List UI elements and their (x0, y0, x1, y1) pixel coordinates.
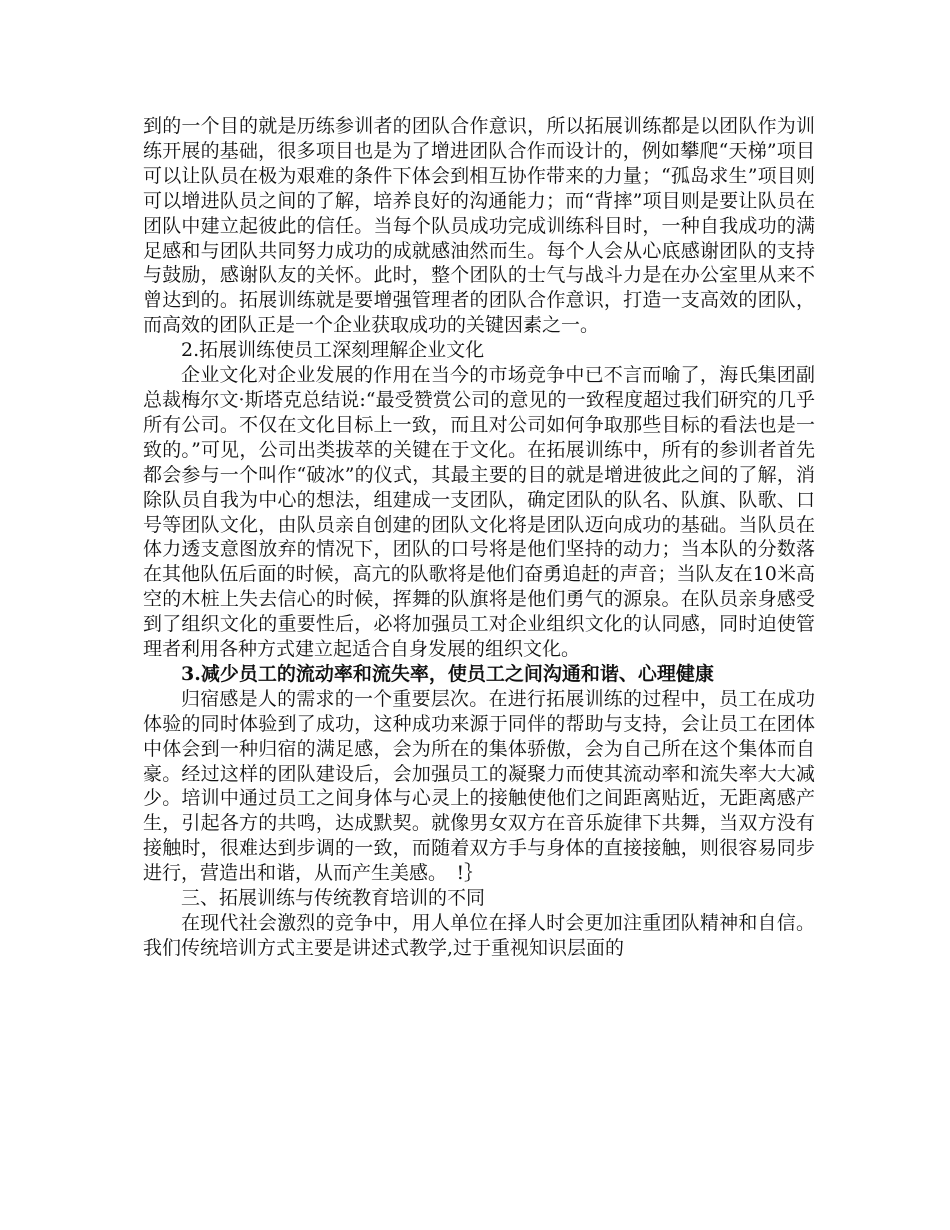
paragraph-team-cooperation: 到的一个目的就是历练参训者的团队合作意识，所以拓展训练都是以团队作为训练开展的基础，很多项目也是为了增进团队合作而设计的，例如攀爬“天梯”项目可以让队员在极为艰难的条件下体会到相互协作带来的力量；“孤岛求生”项目则可以增进队员之间的了解，培养良好的沟通能力；而“背摔”项目则是要让队员在团队中建立起彼此的信任。当每个队员成功完成训练科目时，一种自我成功的满足感和与团队共同努力成功的成就感油然而生。每个人会从心底感谢团队的支持与鼓励，感谢队友的关怀。此时，整个团队的士气与战斗力是在办公室里从来不曾达到的。拓展训练就是要增强管理者的团队合作意识，打造一支高效的团队，而高效的团队正是一个企业获取成功的关键因素之一。 (143, 115, 815, 337)
paragraph-corporate-culture: 企业文化对企业发展的作用在当今的市场竞争中已不言而喻了，海氏集团副总裁梅尔文·斯塔克总结说:“最受赞赏公司的意见的一致程度超过我们研究的几乎所有公司。不仅在文化目标上一致，而且对公司如何争取那些目标的看法也是一致的。”可见，公司出类拔萃的关键在于文化。在拓展训练中，所有的参训者首先都会参与一个叫作“破冰”的仪式，其最主要的目的就是增进彼此之间的了解，消除队员自我为中心的想法，组建成一支团队，确定团队的队名、队旗、队歌、口号等团队文化，由队员亲自创建的团队文化将是团队迈向成功的基础。当队员在体力透支意图放弃的情况下，团队的口号将是他们坚持的动力；当本队的分数落在其他队伍后面的时候，高亢的队歌将是他们奋勇追赶的声音；当队友在10米高空的木桩上失去信心的时候，挥舞的队旗将是他们勇气的源泉。在队员亲身感受到了组织文化的重要性后，必将加强员工对企业组织文化的认同感，同时迫使管理者利用各种方式建立起适合自身发展的组织文化。 (143, 364, 815, 661)
heading-reduce-turnover: 3.减少员工的流动率和流失率，使员工之间沟通和谐、心理健康 (181, 662, 714, 685)
paragraph-belonging: 归宿感是人的需求的一个重要层次。在进行拓展训练的过程中，员工在成功体验的同时体验到了成功，这种成功来源于同伴的帮助与支持，会让员工在团体中体会到一种归宿的满足感，会为所在的集体骄傲，会为自己所在这个集体而自豪。经过这样的团队建设后，会加强员工的凝聚力而使其流动率和流失率大大减少。培训中通过员工之间身体与心灵上的接触使他们之间距离贴近，无距离感产生，引起各方的共鸣，达成默契。就像男女双方在音乐旋律下共舞，当双方没有接触时，很难达到步调的一致，而随着双方手与身体的直接接触，则很容易同步进行，营造出和谐，从而产生美感。 !｝ (143, 687, 815, 885)
paragraph-modern-competition: 在现代社会激烈的竞争中，用人单位在择人时会更加注重团队精神和自信。我们传统培训方式主要是讲述式教学,过于重视知识层面的 (143, 912, 815, 959)
heading-corporate-culture: 2.拓展训练使员工深刻理解企业文化 (181, 339, 485, 362)
heading-differences: 三、拓展训练与传统教育培训的不同 (181, 887, 486, 910)
document-body (143, 114, 815, 961)
